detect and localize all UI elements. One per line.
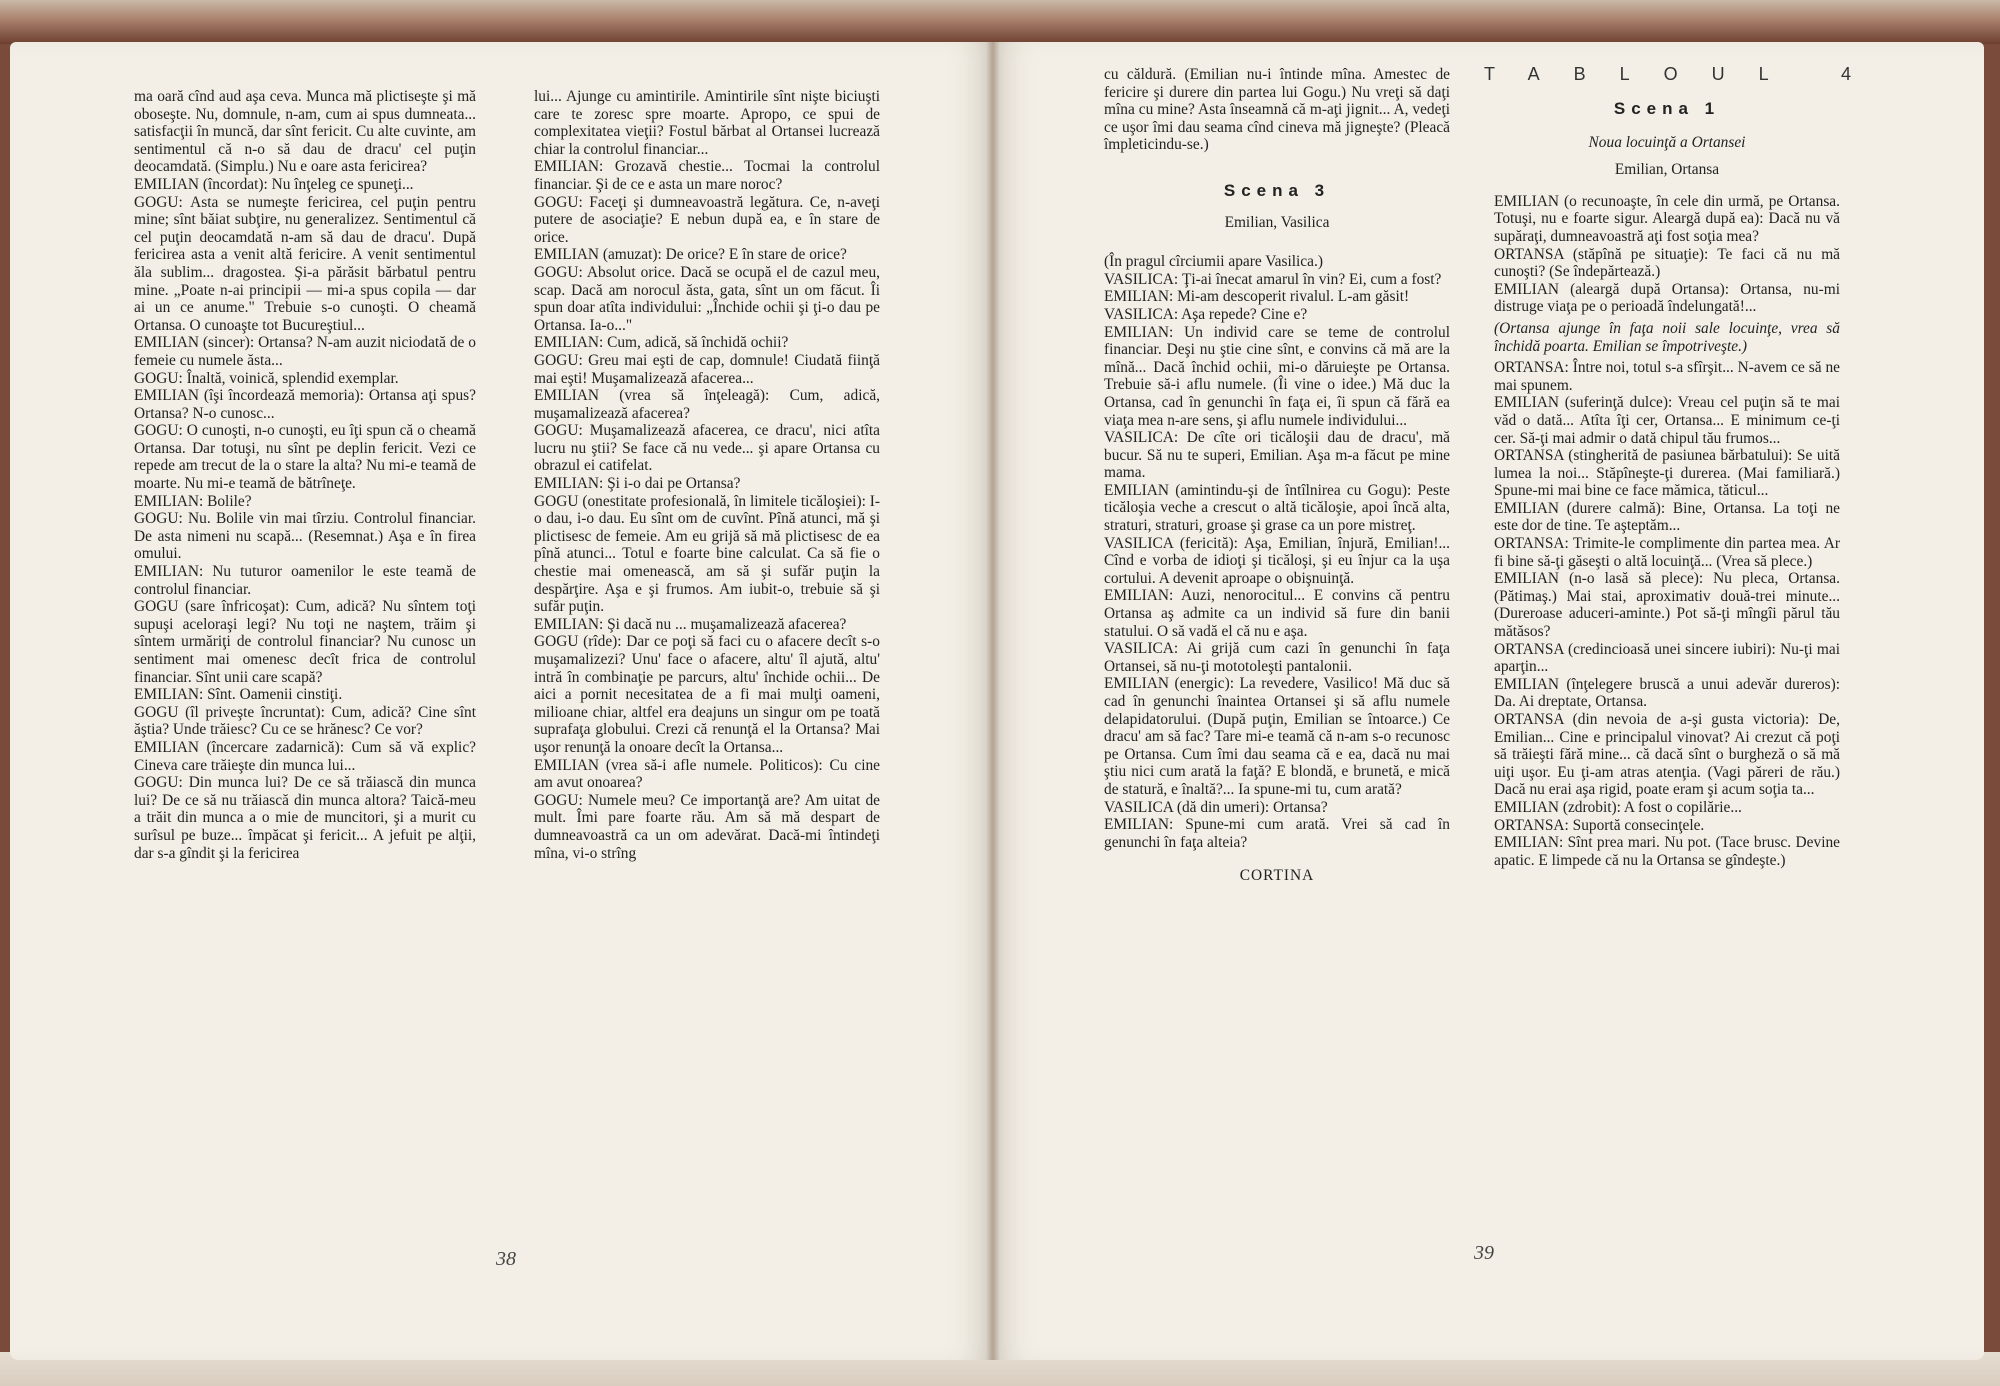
- paragraph: VASILICA (dă din umeri): Ortansa?: [1104, 798, 1328, 816]
- paragraph: EMILIAN (înţelegere bruscă a unui adevăr dureros): Da. Ai dreptate, Ortansa.: [1494, 675, 1840, 711]
- paragraph: EMILIAN: Şi i-o dai pe Ortansa?: [534, 475, 741, 493]
- paragraph: ORTANSA (din nevoia de a-şi gusta victoria): De, Emilian... Cine e principalul vinovat? Ai crezut că poţi să trăieşti fără mine... că dacă sînt o burgheză o să mă uiţi uşor. Eu ţi-am atras atenţia. (Vagi păreri de rău.) Dacă nu erai aşa rigid, poate eram şi acum soţia ta...: [1494, 711, 1840, 799]
- paragraph: VASILICA: Ţi-ai înecat amarul în vin? Ei, cum a fost?: [1104, 270, 1442, 288]
- paragraph: GOGU: O cunoşti, n-o cunoşti, eu îţi spun că o cheamă Ortansa. Dar totuşi, nu sînt pe deplin fericit. Vezi ce repede am trecut de la o stare la alta? Nu mi-e teamă de moarte. Nu mi-e teamă de bătrîneţe.: [134, 422, 476, 493]
- paragraph: GOGU: Înaltă, voinică, splendid exemplar.: [134, 369, 399, 387]
- paragraph: GOGU: Muşamalizează afacerea, ce dracu', nici atîta lucru nu ştii? Se face că nu vede... şi apare Ortansa cu obrazul ei catifelat.: [534, 422, 880, 475]
- stage-direction: cu căldură. (Emilian nu-i întinde mîna. Amestec de fericire şi durere din partea lui Gogu.) Nu vreţi să daţi mîna cu mine? Asta înseamnă că m-aţi jignit... A, vedeţi ce uşor îmi dau seama cînd cineva mă jigneşte? (Pleacă împleticindu-se.): [1104, 66, 1450, 154]
- page-number-right: 39: [1474, 1242, 1494, 1264]
- paragraph: EMILIAN (încordat): Nu înţeleg ce spuneţi...: [134, 175, 414, 193]
- paragraph: GOGU: Asta se numeşte fericirea, cel puţin pentru mine; sînt băiat subţire, nu generalizez. Sentimentul că cel puţin deocamdată n-am să dau de dracu'. După fericirea asta a venit altă fericire. A venit sentimentul ăla sublim... dragostea. Şi-a părăsit bărbatul pentru mine. „Poate n-ai principii — mi-a spus copila — dar ai un ce anume." Trebuie s-o cunoşti. O cheamă Ortansa. O cunoaşte tot Bucureştiul...: [134, 193, 476, 334]
- left-page-column-1: [134, 88, 476, 862]
- paragraph: EMILIAN: Mi-am descoperit rivalul. L-am găsit!: [1104, 288, 1410, 306]
- scene-3-characters: Emilian, Vasilica: [1224, 213, 1330, 231]
- paragraph: VASILICA (fericită): Aşa, Emilian, înjură, Emilian!... Cînd e vorba de idioţi şi ticăloşi, şi eu înjur ca la uşa cortului. A devenit aproape o obişnuinţă.: [1104, 534, 1450, 587]
- paragraph: EMILIAN (încercare zadarnică): Cum să vă explic? Cineva care trăieşte din munca lui...: [134, 738, 476, 774]
- paragraph: EMILIAN (amintindu-şi de întîlnirea cu Gogu): Peste ticăloşia veche a crescut o altă ticăloşie, apoi încă alta, straturi, straturi, groase şi grase ca un pore mistreţ.: [1104, 481, 1450, 535]
- paragraph: EMILIAN: Sînt prea mari. Nu pot. (Tace brusc. Devine apatic. E limpede că nu la Ortansa se gîndeşte.): [1494, 834, 1840, 869]
- paragraph: GOGU (sare înfricoşat): Cum, adică? Nu sîntem toţi supuşi aceloraşi legi? Nu toţi ne naştem, trăim şi sîntem urmăriţi de controlul financiar? Nu cunosc un sentiment mai omenesc decît frica de controlul financiar. Sînt unii care scapă?: [134, 598, 476, 686]
- book-cover-top: [0, 0, 2000, 44]
- paragraph: ORTANSA (stăpînă pe situaţie): Te faci că nu mă cunoşti? (Se îndepărtează.): [1494, 245, 1840, 281]
- paragraph: VASILICA: De cîte ori ticăloşii dau de dracu', mă bucur. Să nu te superi, Emilian. Aşa m-a făcut pe mine mama.: [1104, 429, 1450, 482]
- paragraph: EMILIAN (aleargă după Ortansa): Ortansa, nu-mi distruge viaţa pe o perioadă îndelungată!...: [1494, 280, 1840, 316]
- scene-1-characters: Emilian, Ortansa: [1614, 161, 1720, 179]
- tableau-heading: TABLOUL 4: [1484, 64, 1886, 84]
- paragraph: GOGU: Greu mai eşti de cap, domnule! Ciudată fiinţă mai eşti! Muşamalizează afacerea...: [534, 351, 880, 387]
- paragraph: EMILIAN: Cum, adică, să închidă ochii?: [534, 334, 789, 352]
- paragraph: EMILIAN (o recunoaşte, în cele din urmă, pe Ortansa. Totuşi, nu e foarte sigur. Aleargă după ea): Dacă nu vă supăraţi, dumneavoastră aţi fost soţia mea?: [1494, 192, 1840, 245]
- paragraph: EMILIAN (îşi încordează memoria): Ortansa aţi spus? Ortansa? N-o cunosc...: [134, 387, 476, 422]
- right-page-column-1: [1104, 66, 1450, 885]
- paragraph: EMILIAN: Sînt. Oamenii cinstiţi.: [134, 686, 343, 704]
- paragraph: EMILIAN (amuzat): De orice? E în stare de orice?: [534, 246, 847, 264]
- paragraph: GOGU: Faceţi şi dumneavoastră legătura. Ce, n-aveţi putere de asociaţie? E nebun după ea, e în stare de orice.: [534, 193, 880, 246]
- paragraph: GOGU (onestitate profesională, în limitele ticăloşiei): I-o dau, i-o dau. Eu sînt om de cuvînt. Pînă atunci, mă şi plictisesc de femeie. Am eu grijă să mă plictisesc de ea pînă atunci... Totul e foarte bine calculat. Ca să fie o chestie mai omenească, am să şi sufăr puţin la despărţire. Aşa e şi frumos. Am iubit-o, trebuie să şi sufăr puţin.: [534, 492, 880, 616]
- paragraph: GOGU: Din munca lui? De ce să trăiască din munca lui? De ce să nu trăiască din munca altora? Taică-meu a trăit din munca a o mie de muncitori, şi a murit cu surîsul pe buze... împăcat şi fericit... A jefuit pe alţii, dar s-a gîndit şi la fericirea: [134, 774, 476, 862]
- paragraph: GOGU (îl priveşte încruntat): Cum, adică? Cine sînt ăştia? Unde trăiesc? Cu ce se hrănesc? Ce vor?: [134, 703, 476, 739]
- paragraph: EMILIAN: Un individ care se teme de controlul financiar. Deşi nu ştie cine sînt, e convins că mă are la mînă... Dacă închid ochii, mi-o dăruieşte pe Ortansa. Trebuie să-i aflu numele. (Îi vine o idee.) Mă duc la Ortansa, cad în genunchi în faţa ei, îi spun că fără ea viaţa mea n-are sens, şi aflu numele individului...: [1104, 323, 1450, 429]
- paragraph: EMILIAN: Spune-mi cum arată. Vrei să cad în genunchi în faţa alteia?: [1104, 816, 1450, 851]
- paragraph: ORTANSA (credincioasă unei sincere iubiri): Nu-ţi mai aparţin...: [1494, 640, 1840, 676]
- paragraph: lui... Ajunge cu amintirile. Amintirile sînt nişte biciuşti care te zoresc spre moarte. Apropo, ce spui de complexitatea vieţii? Fostul bărbat al Ortansei lucrează chiar la controlul financiar...: [534, 88, 880, 158]
- left-page-column-2: [534, 88, 880, 862]
- paragraph: EMILIAN: Bolile?: [134, 492, 252, 510]
- right-page-column-2: [1494, 100, 1840, 869]
- paragraph: EMILIAN (n-o lasă să plece): Nu pleca, Ortansa. (Pătimaş.) Mai stai, aproximativ două-trei minute... (Dureroase aduceri-aminte.) Pot să-ţi mîngîi părul tău mătăsos?: [1494, 570, 1840, 641]
- paragraph: EMILIAN (sincer): Ortansa? N-am auzit niciodată de o femeie cu numele ăsta...: [134, 334, 476, 369]
- curtain-label: CORTINA: [1239, 867, 1315, 885]
- paragraph: EMILIAN: Auzi, nenorocitul... E convins că pentru Ortansa aş admite ca un individ să fure din banii statului. O să vadă el că nu e aşa.: [1104, 587, 1450, 640]
- paragraph: GOGU (rîde): Dar ce poţi să faci cu o afacere decît s-o muşamalizezi? Unu' face o afacere, altu' îl ajută, altu' intră în combinaţie pe parcurs, altu' închide ochii... De aici a pornit necesitatea de a fi mai mulţi oameni, milioane chiar, altfel era deajuns un singur om pe toată suprafaţa globului. Crezi că renunţă el la Ortansa? Mai uşor renunţă la onoare decît la Ortansa...: [534, 633, 880, 756]
- paragraph: EMILIAN (suferinţă dulce): Vreau cel puţin să te mai văd o dată... Atîta îţi cer, Ortansa... E minimum ce-ţi cer. Să-ţi mai admir o dată chipul tău frumos...: [1494, 394, 1840, 447]
- paragraph: EMILIAN (energic): La revedere, Vasilico! Mă duc să cad în genunchi înaintea Ortansei şi să aflu numele delapidatorului. (După puţin, Emilian se întoarce.) Ce dracu' am să fac? Tare mi-e teamă că n-am s-o recunosc pe Ortansa. Cum îmi dau seama că e ea, dacă nu mai ştiu nici cum arată la faţă? E blondă, e brunetă, e mică de statură, e înaltă?... Ia spune-mi tu, cum arată?: [1104, 675, 1450, 798]
- paragraph: VASILICA: Ai grijă cum cazi în genunchi în faţa Ortansei, să nu-ţi mototoleşti pantalonii.: [1104, 640, 1450, 675]
- paragraph: GOGU: Nu. Bolile vin mai tîrziu. Controlul financiar. De asta nimeni nu scapă... (Resemnat.) Aşa e în firea omului.: [134, 510, 476, 563]
- stage-direction: (Ortansa ajunge în faţa noii sale locuinţe, vrea să închidă poarta. Emilian se împotriveşte.): [1494, 319, 1840, 355]
- paragraph: EMILIAN: Şi dacă nu ... muşamalizează afacerea?: [534, 615, 847, 633]
- paragraph: EMILIAN: Nu tuturor oamenilor le este teamă de controlul financiar.: [134, 563, 476, 598]
- paragraph: VASILICA: Aşa repede? Cine e?: [1104, 305, 1308, 323]
- page-number-left: 38: [496, 1248, 516, 1270]
- paragraph: GOGU: Absolut orice. Dacă se ocupă el de cazul meu, scap. Dacă am norocul ăsta, gata, sînt un om făcut. Îi spun doar atîta individului: „Închide ochii şi ţi-o dau pe Ortansa. Ia-o...": [534, 263, 880, 334]
- paragraph: EMILIAN (vrea să-i afle numele. Politicos): Cu cine am avut onoarea?: [534, 756, 880, 792]
- paragraph: EMILIAN (vrea să înţeleagă): Cum, adică, muşamalizează afacerea?: [534, 387, 880, 422]
- paragraph: ma oară cînd aud aşa ceva. Munca mă plictiseşte şi mă oboseşte. Nu, domnule, n-am, cum ai spus dumneata... satisfacţii în muncă, dar sînt fericit. Cu alte cuvinte, am sentimentul că n-o să dau de dracu' cel puţin deocamdată. (Simplu.) Nu e oare asta fericirea?: [134, 88, 476, 176]
- scene-3-title: Scena 3: [1223, 180, 1331, 200]
- scene-1-title: Scena 1: [1613, 99, 1721, 118]
- paragraph: ORTANSA (stingherită de pasiunea bărbatului): Se uită lumea la noi... Stăpîneşte-ţi durerea. (Mai familiară.) Spune-mi mai bine ce face mămica, tăticul...: [1494, 447, 1840, 500]
- paragraph: EMILIAN: Grozavă chestie... Tocmai la controlul financiar. Şi de ce e asta un mare noroc?: [534, 158, 880, 193]
- paragraph: EMILIAN (durere calmă): Bine, Ortansa. La toţi ne este dor de tine. Te aşteptăm...: [1494, 499, 1840, 535]
- paragraph: EMILIAN (zdrobit): A fost o copilărie...: [1494, 798, 1742, 816]
- paragraph: ORTANSA: Trimite-le complimente din partea mea. Ar fi bine să-ţi găseşti o altă locuinţă... (Vrea să plece.): [1494, 535, 1840, 570]
- book-gutter: [986, 42, 1000, 1360]
- paragraph: ORTANSA: Între noi, totul s-a sfîrşit... N-avem ce să ne mai spunem.: [1494, 359, 1840, 394]
- scene-1-place: Noua locuinţă a Ortansei: [1588, 133, 1746, 151]
- paragraph: ORTANSA: Suportă consecinţele.: [1494, 816, 1705, 834]
- paragraph: GOGU: Numele meu? Ce importanţă are? Am uitat de mult. Îmi pare foarte rău. Am să mă despart de dumneavoastră ca un om adevărat. Dacă-mi întindeţi mîna, vi-o strîng: [534, 791, 880, 862]
- paragraph: (În pragul cîrciumii apare Vasilica.): [1104, 253, 1323, 271]
